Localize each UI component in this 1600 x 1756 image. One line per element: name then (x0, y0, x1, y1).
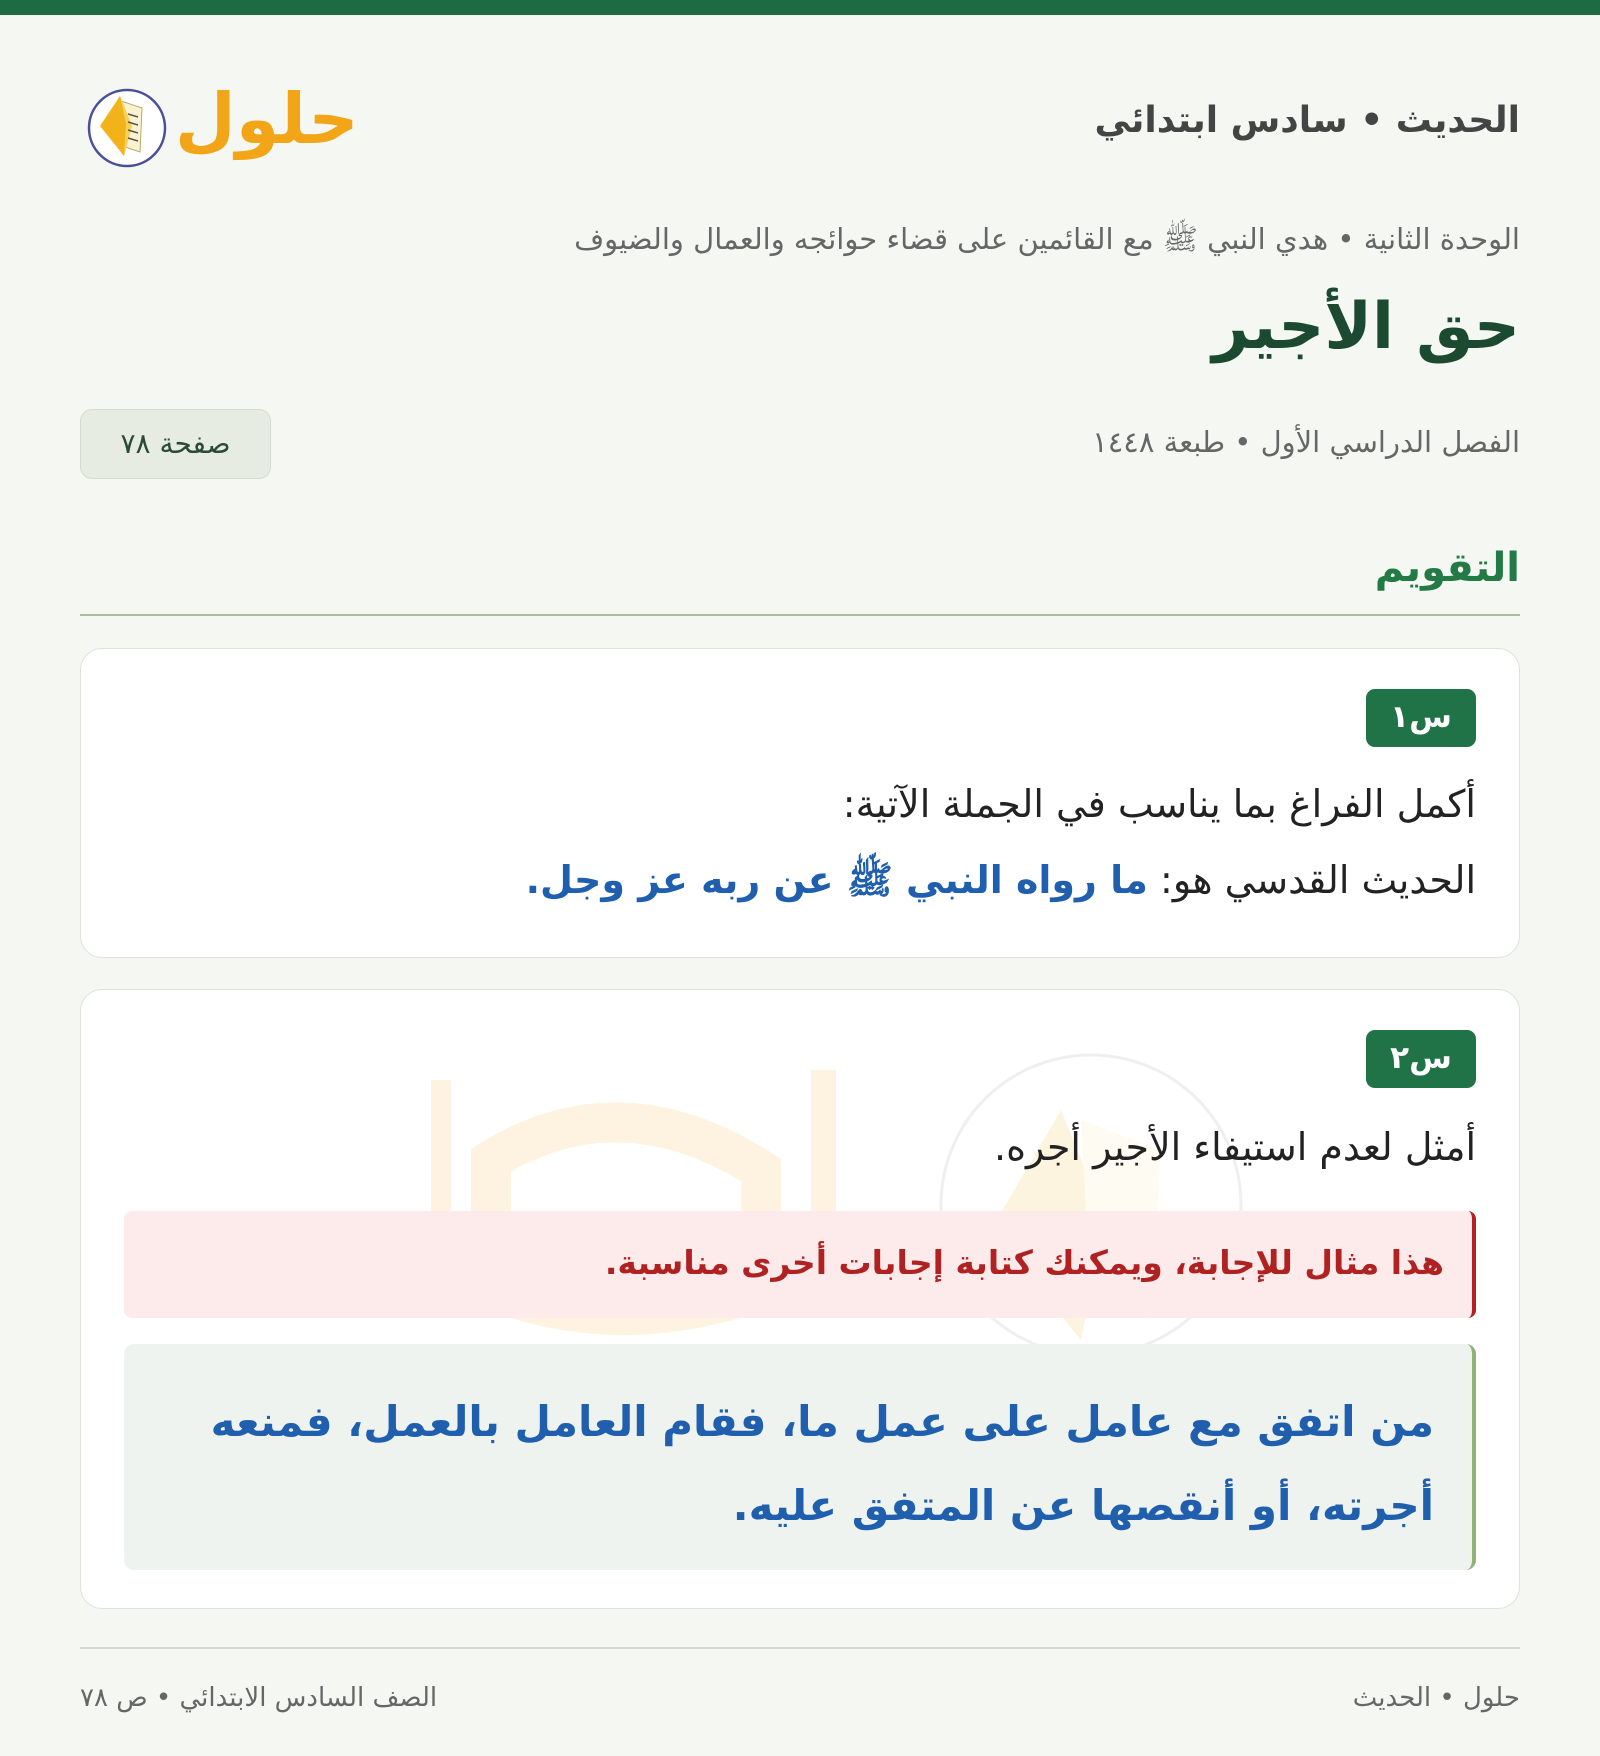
question-card-2 (80, 989, 1520, 1609)
question-sentence (526, 857, 1476, 912)
subject-grade-title: الحديث • سادس ابتدائي (1094, 100, 1520, 141)
answer-text: من اتفق مع عامل على عمل ما، فقام العامل بالعمل، فمنعه أجرته، أو أنقصها عن المتفق عليه. (210, 1397, 1434, 1530)
footer-grade-page: الصف السادس الابتدائي • ص ٧٨ (80, 1683, 438, 1713)
section-divider (80, 614, 1520, 616)
page-number-badge: صفحة ٧٨ (80, 409, 271, 479)
hulool-logo[interactable] (80, 70, 370, 180)
section-title: التقويم (1374, 545, 1520, 591)
question-badge: س٢ (1366, 1030, 1476, 1088)
logo-watermark (291, 1040, 1251, 1370)
inline-answer: ما رواه النبي ﷺ عن ربه عز وجل. (525, 858, 1148, 902)
question-prompt: أكمل الفراغ بما يناسب في الجملة الآتية: (842, 782, 1476, 826)
sentence-prefix: الحديث القدسي هو: (1160, 858, 1476, 902)
note-text: هذا مثال للإجابة، ويمكنك كتابة إجابات أخرى مناسبة. (604, 1243, 1444, 1282)
footer-site-subject: حلول • الحديث (1352, 1683, 1520, 1713)
question-badge: س١ (1366, 689, 1476, 747)
question-card-1 (80, 648, 1520, 958)
logo-wordmark: حلول (175, 78, 359, 160)
term-edition: الفصل الدراسي الأول • طبعة ١٤٤٨ (1092, 425, 1520, 459)
unit-breadcrumb: الوحدة الثانية • هدي النبي ﷺ مع القائمين على قضاء حوائجه والعمال والضيوف (574, 222, 1520, 256)
question-prompt: أمثل لعدم استيفاء الأجير أجره. (993, 1125, 1476, 1169)
sample-answer-note (124, 1211, 1476, 1318)
page-header (80, 70, 1520, 180)
footer-divider (80, 1647, 1520, 1649)
top-accent-bar (0, 0, 1600, 15)
lesson-title: حق الأجير (1212, 290, 1520, 364)
answer-box (124, 1344, 1476, 1570)
